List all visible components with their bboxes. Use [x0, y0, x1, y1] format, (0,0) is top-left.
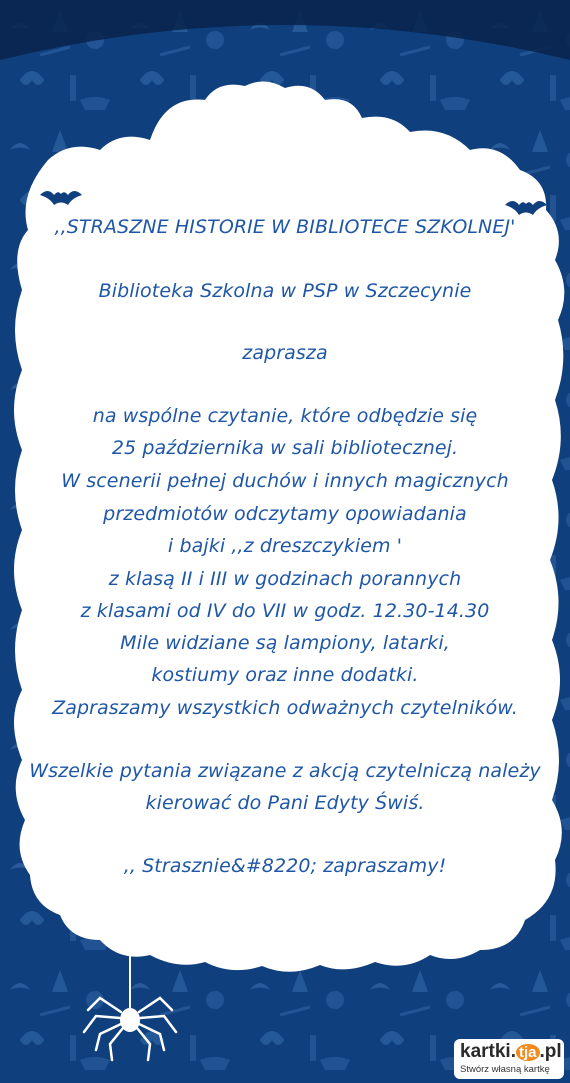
invites-line: zaprasza — [242, 342, 328, 364]
closing-line: ,, Strasznie&#8220; zapraszamy! — [123, 855, 447, 877]
text-line: z klasą II i III w godzinach porannych — [108, 568, 462, 590]
text-line: kostiumy oraz inne dodatki. — [151, 664, 419, 686]
text-line: Zapraszamy wszystkich odważnych czytelników. — [52, 697, 518, 719]
text-line: W scenerii pełnej duchów i innych magicznych — [61, 470, 509, 492]
text-line: przedmiotów odczytamy opowiadania — [103, 503, 467, 525]
text-line: 25 października w sali bibliotecznej. — [111, 437, 459, 459]
text-line: z klasami od IV do VII w godz. 12.30-14.30 — [80, 600, 490, 622]
host-line: Biblioteka Szkolna w PSP w Szczecynie — [98, 280, 472, 302]
text-line: Wszelkie pytania związane z akcją czytelniczą należy — [29, 760, 541, 782]
text-line: Mile widziane są lampiony, latarki, — [120, 632, 450, 654]
brand-name: kartki. tja .pl — [460, 1041, 562, 1062]
text-line: na wspólne czytanie, które odbędzie się — [92, 405, 478, 427]
brand-slogan: Stwórz własną kartkę — [460, 1064, 550, 1075]
title-line: ,,STRASZNE HISTORIE W BIBLIOTECE SZKOLNEJ' — [54, 216, 516, 238]
text-line: i bajki ,,z dreszczykiem ' — [167, 535, 403, 557]
brand-logo[interactable] — [454, 1039, 564, 1079]
card-background — [14, 81, 564, 971]
text-line: kierować do Pani Edyty Świś. — [145, 792, 425, 814]
